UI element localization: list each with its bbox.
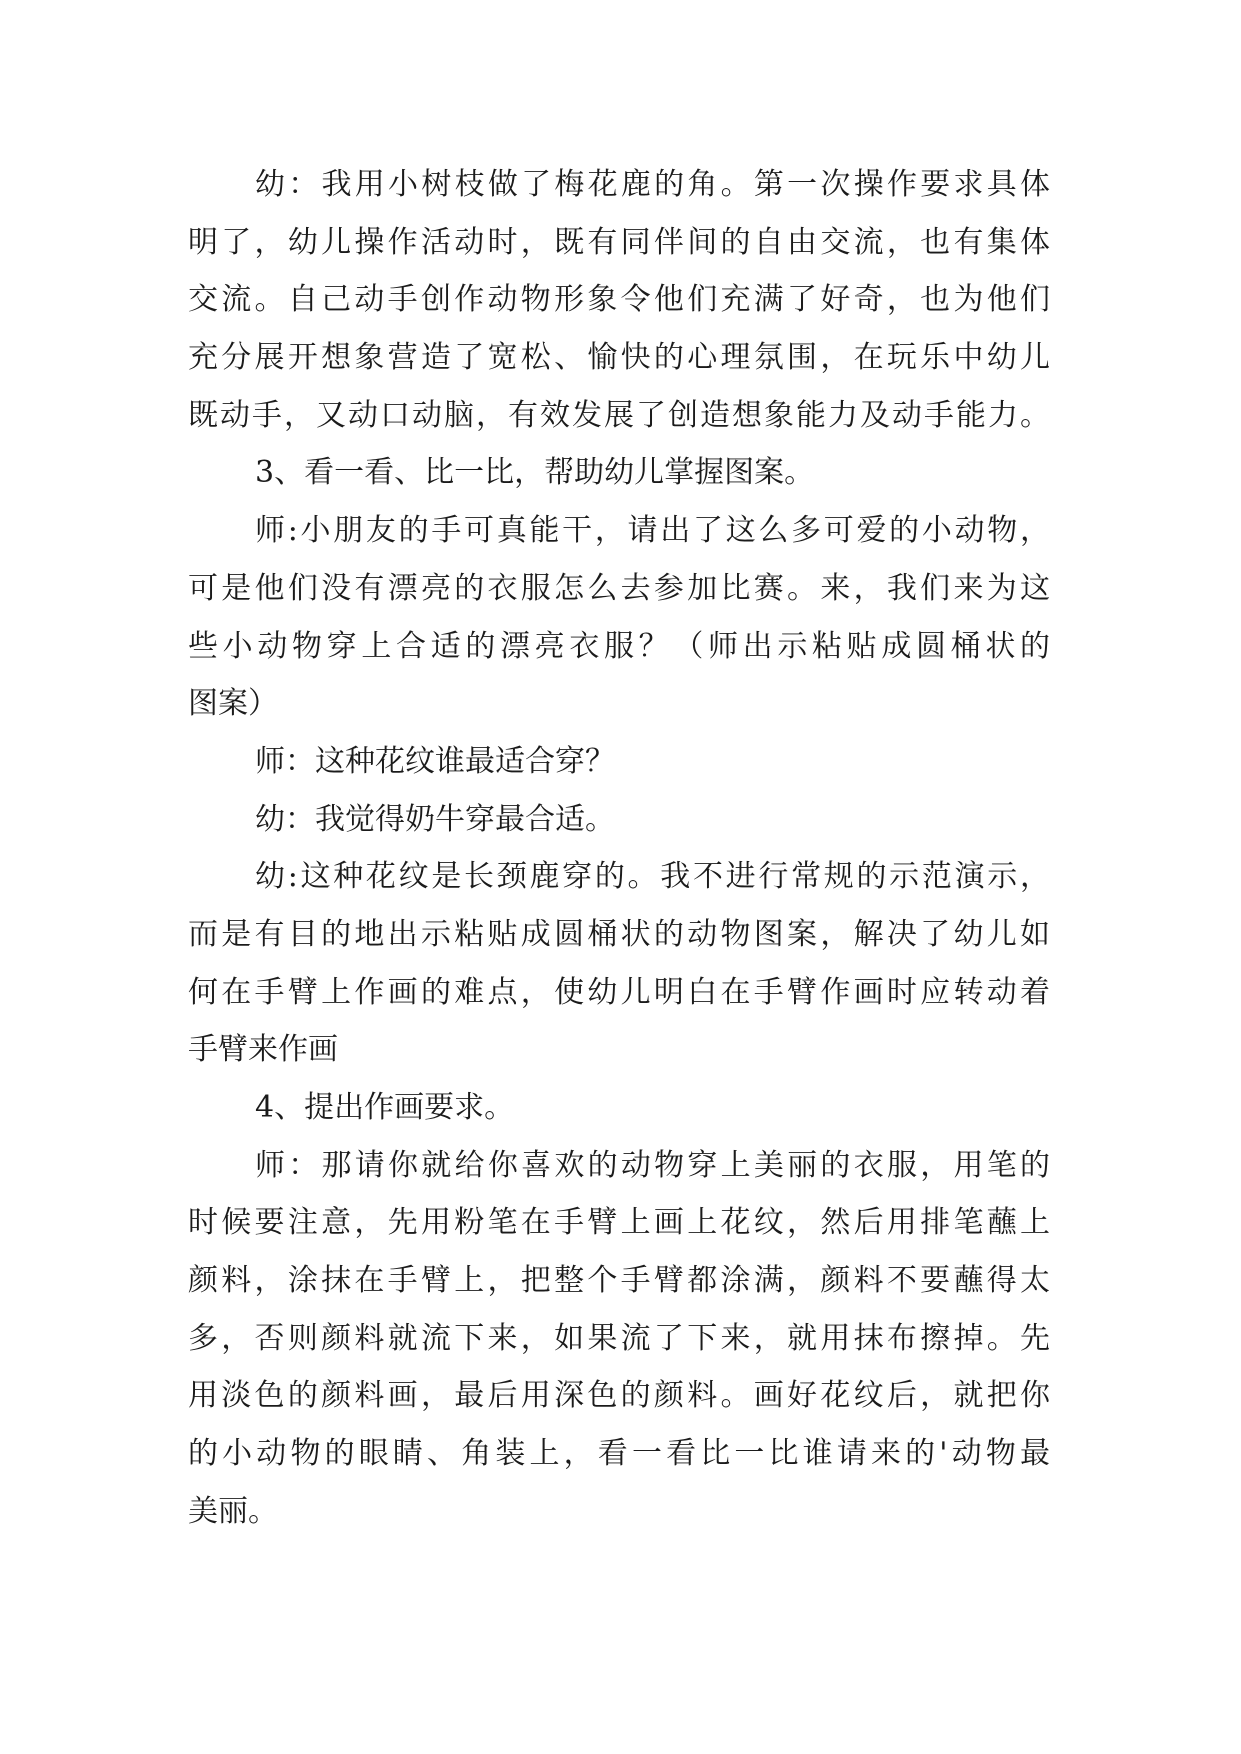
text-line: 可是他们没有漂亮的衣服怎么去参加比赛。来，我们来为这 [188, 570, 1050, 606]
text-line: 幼:这种花纹是长颈鹿穿的。我不进行常规的示范演示， [255, 859, 1050, 895]
text-line: 的小动物的眼睛、角装上，看一看比一比谁请来的'动物最 [188, 1436, 1050, 1472]
text-line: 美丽。 [188, 1493, 278, 1529]
text-line: 明了，幼儿操作活动时，既有同伴间的自由交流，也有集体 [188, 224, 1050, 260]
text-line: 图案） [188, 686, 278, 722]
text-line: 交流。自己动手创作动物形象令他们充满了好奇，也为他们 [188, 282, 1050, 318]
text-line: 师:小朋友的手可真能干，请出了这么多可爱的小动物， [255, 513, 1050, 549]
text-line: 既动手，又动口动脑，有效发展了创造想象能力及动手能力。 [188, 397, 1050, 433]
text-line: 3、看一看、比一比，帮助幼儿掌握图案。 [255, 455, 815, 491]
text-line: 些小动物穿上合适的漂亮衣服？（师出示粘贴成圆桶状的 [188, 628, 1050, 664]
document-body [188, 156, 1050, 1541]
text-line: 何在手臂上作画的难点，使幼儿明白在手臂作画时应转动着 [188, 974, 1050, 1010]
paragraph [188, 791, 1050, 849]
paragraph [188, 1137, 1050, 1541]
text-line: 颜料，涂抹在手臂上，把整个手臂都涂满，颜料不要蘸得太 [188, 1263, 1050, 1299]
text-line: 时候要注意，先用粉笔在手臂上画上花纹，然后用排笔蘸上 [188, 1205, 1050, 1241]
text-line: 充分展开想象营造了宽松、愉快的心理氛围，在玩乐中幼儿 [188, 340, 1050, 376]
text-line: 幼：我用小树枝做了梅花鹿的角。第一次操作要求具体 [255, 167, 1050, 202]
paragraph [188, 848, 1050, 1079]
text-line: 多，否则颜料就流下来，如果流了下来，就用抹布擦掉。先 [188, 1320, 1050, 1356]
paragraph [188, 444, 1050, 502]
text-line: 幼：我觉得奶牛穿最合适。 [255, 801, 615, 837]
text-line: 师：这种花纹谁最适合穿？ [255, 743, 615, 779]
text-line: 4、提出作画要求。 [255, 1090, 515, 1125]
text-line: 手臂来作画 [188, 1032, 338, 1068]
paragraph [188, 733, 1050, 791]
text-line: 用淡色的颜料画，最后用深色的颜料。画好花纹后，就把你 [188, 1378, 1050, 1414]
text-line: 而是有目的地出示粘贴成圆桶状的动物图案，解决了幼儿如 [188, 916, 1050, 952]
paragraph [188, 502, 1050, 733]
paragraph [188, 1079, 1050, 1137]
paragraph [188, 156, 1050, 444]
text-line: 师：那请你就给你喜欢的动物穿上美丽的衣服，用笔的 [255, 1147, 1050, 1183]
